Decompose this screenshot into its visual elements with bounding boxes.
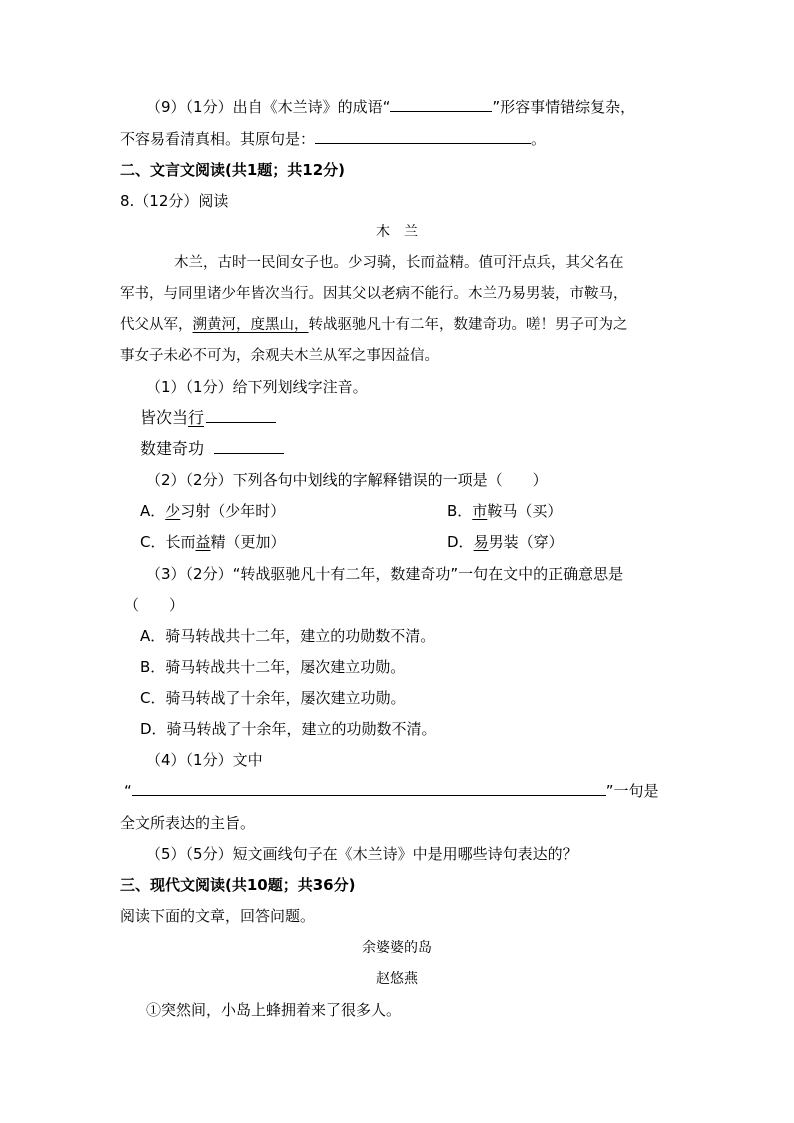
passage-paragraph: ①突然间，小岛上蜂拥着来了很多人。 [146,1001,402,1019]
underlined-sentence: 溯黄河，度黑山， [192,317,309,333]
passage-line: 木兰，古时一民间女子也。少习骑，长而益精。值可汗点兵，其父名在 [174,255,624,271]
sub4-line3: 全文所表达的主旨。 [120,814,256,832]
option-c[interactable]: C．长而益精（更加） [140,533,286,551]
instruction-text: 阅读下面的文章，回答问题。 [120,907,316,925]
passage-author: 赵悠燕 [376,971,418,987]
question-label: 8.（12分）阅读 [120,192,229,210]
passage-line: 代父从军，溯黄河，度黑山，转战驱驰凡十有二年，数建奇功。嗟！男子可为之 [120,317,628,333]
answer-blank[interactable] [132,781,606,796]
answer-blank[interactable] [315,129,531,144]
sub-question-stem: （3）（2分）“转战驱驰凡十有二年，数建奇功”一句在文中的正确意思是 [146,565,624,583]
sub-question-stem: （1）（1分）给下列划线字注音。 [146,378,368,396]
passage-line: 军书，与同里诸少年皆次当行。因其父以老病不能行。木兰乃易男装，市鞍马， [120,286,628,302]
sub-question-stem: （5）（5分）短文画线句子在《木兰诗》中是用哪些诗句表达的？ [146,845,578,863]
section-heading: 三、现代文阅读(共10题；共36分) [120,876,356,894]
q9-line1: （9）（1分）出自《木兰诗》的成语“ ”形容事情错综复杂， [146,98,636,116]
answer-blank[interactable] [390,97,492,112]
sub-question-stem: （2）（2分）下列各句中划线的字解释错误的一项是（ ） [146,471,548,489]
sub4-blank-line: “ ”一句是 [124,782,659,800]
option-b[interactable]: B．骑马转战共十二年，屡次建立功勋。 [140,658,406,676]
passage-line: 事女子未必不可为，余观夫木兰从军之事因益信。 [120,348,439,364]
option-d[interactable]: D．骑马转战了十余年，建立的功勋数不清。 [140,720,437,738]
answer-blank[interactable] [206,408,276,423]
option-d[interactable]: D．易男装（穿） [447,533,564,551]
answer-paren: （ ） [124,596,185,614]
option-a[interactable]: A．骑马转战共十二年，建立的功勋数不清。 [140,627,436,645]
pinyin-item: 皆次当行 [140,408,276,428]
sub-question-stem: （4）（1分）文中 [146,751,263,769]
passage-title: 余婆婆的岛 [362,940,432,956]
option-a[interactable]: A．少习射（少年时） [140,502,286,520]
passage-title: 木 兰 [376,224,418,240]
answer-blank[interactable] [214,439,284,454]
option-c[interactable]: C．骑马转战了十余年，屡次建立功勋。 [140,689,406,707]
q9-line2: 不容易看清真相。其原句是： 。 [120,130,547,148]
section-heading: 二、文言文阅读(共1题；共12分) [120,161,346,179]
pinyin-item: 数建奇功 [140,439,284,459]
option-b[interactable]: B．市鞍马（买） [447,502,563,520]
